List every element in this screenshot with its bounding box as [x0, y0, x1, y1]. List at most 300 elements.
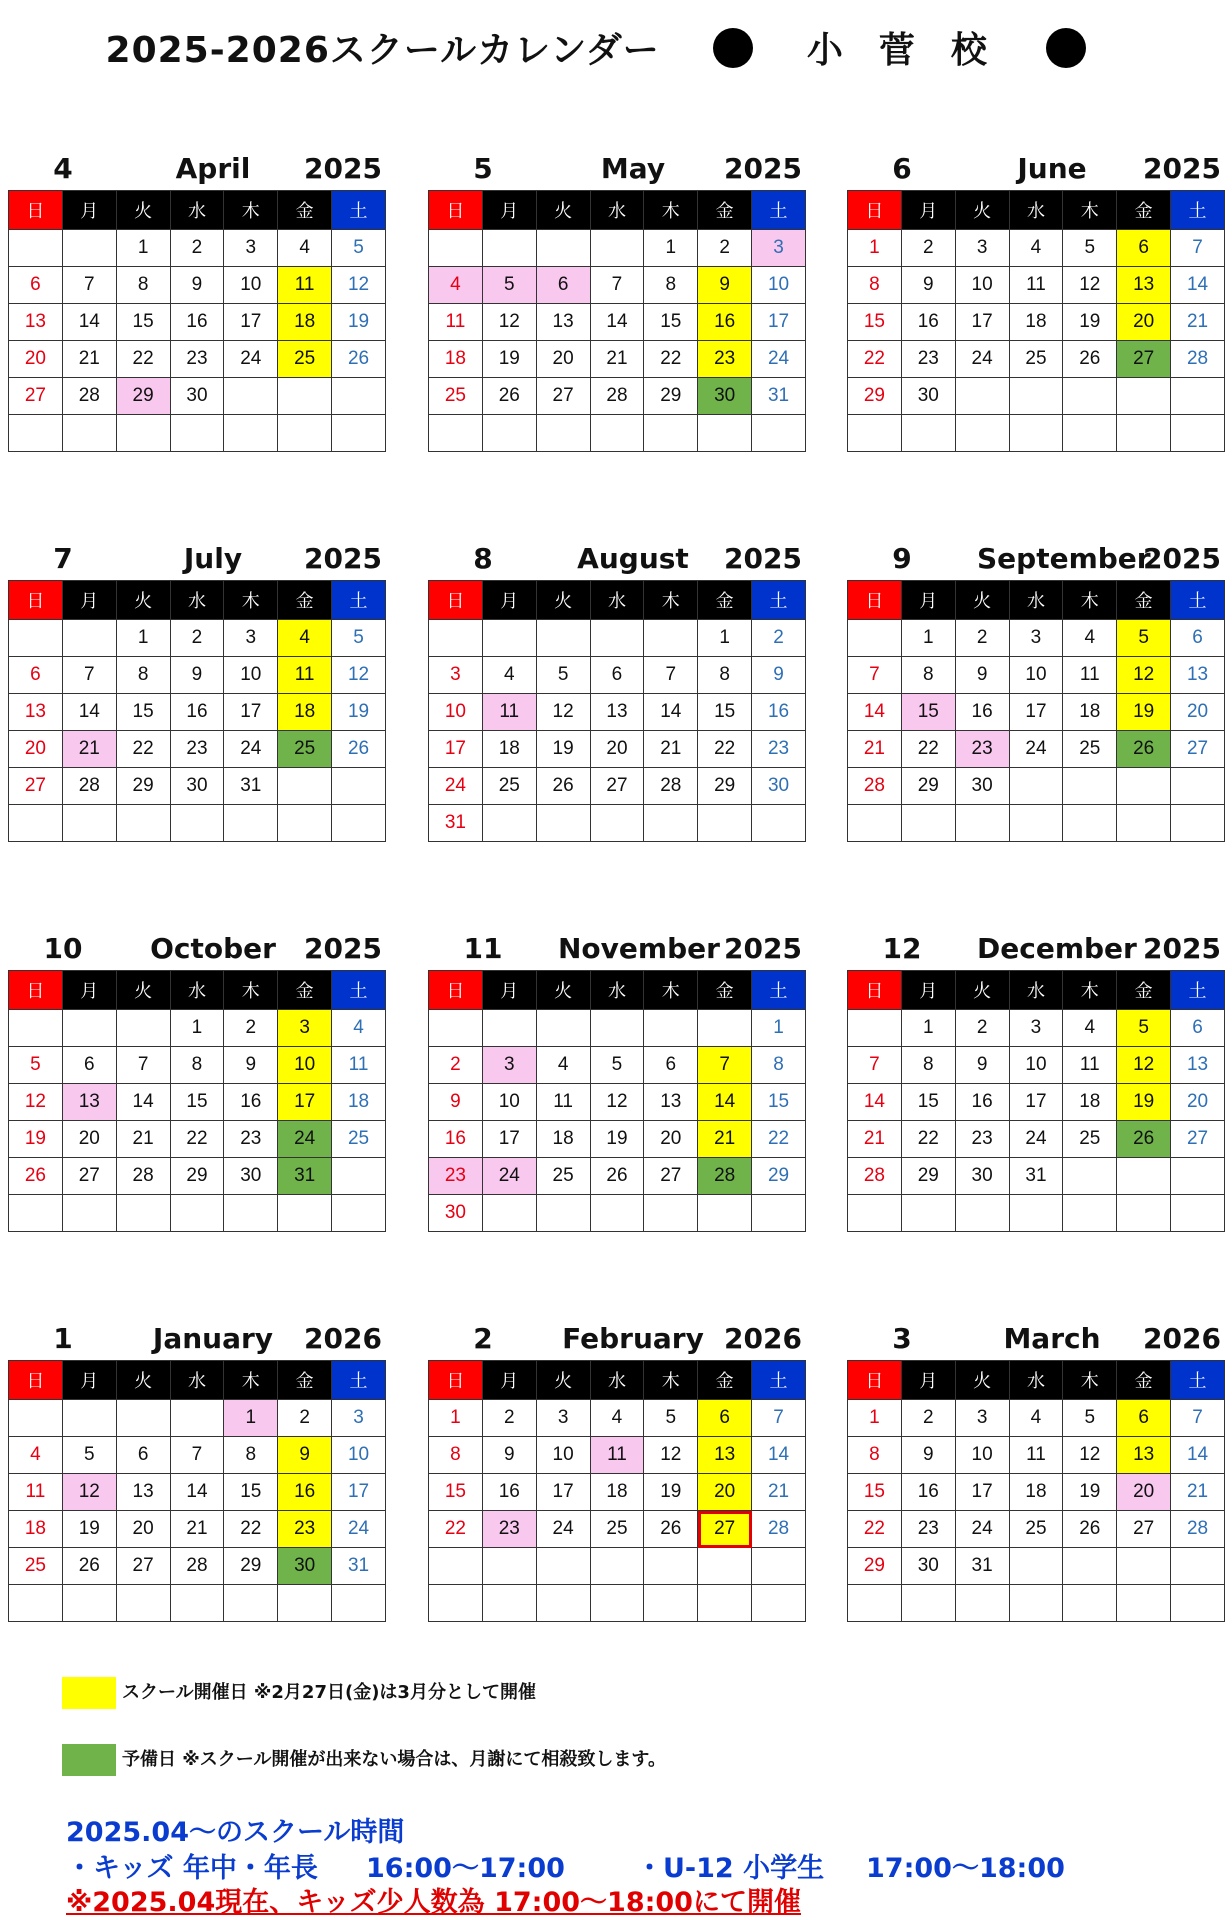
week-row: [9, 1158, 386, 1195]
day-cell: 16: [955, 1084, 1009, 1121]
weekday-label: 木: [644, 191, 698, 230]
empty-cell: [9, 1400, 63, 1437]
day-cell: 5: [1063, 230, 1117, 267]
weekday-header-row: [9, 191, 386, 230]
day-cell: 16: [170, 304, 224, 341]
empty-cell: [9, 230, 63, 267]
day-cell: 25: [590, 1511, 644, 1548]
day-cell: 7: [1171, 1400, 1225, 1437]
day-cell: 16: [224, 1084, 278, 1121]
empty-cell: [1171, 1158, 1225, 1195]
empty-cell: [752, 415, 806, 452]
day-cell: 24: [224, 731, 278, 768]
day-cell: 14: [848, 1084, 902, 1121]
week-row: [848, 1084, 1225, 1121]
empty-cell: [224, 1585, 278, 1622]
day-cell: 7: [848, 657, 902, 694]
empty-cell: [116, 1195, 170, 1232]
week-row: [429, 304, 806, 341]
day-cell: 15: [429, 1474, 483, 1511]
day-cell: 16: [170, 694, 224, 731]
day-cell: 18: [1063, 1084, 1117, 1121]
day-cell: 16: [901, 304, 955, 341]
day-cell: 23: [955, 1121, 1009, 1158]
day-cell: 29: [170, 1158, 224, 1195]
month-calendar: [847, 540, 1227, 842]
empty-cell: [332, 1195, 386, 1232]
day-cell: 14: [62, 304, 116, 341]
empty-cell: [1117, 1548, 1171, 1585]
empty-cell: [482, 805, 536, 842]
day-cell: 24: [278, 1121, 332, 1158]
day-cell: 21: [644, 731, 698, 768]
empty-cell: [116, 805, 170, 842]
day-cell: 13: [1117, 1437, 1171, 1474]
month-number: 8: [473, 542, 493, 575]
month-header: [847, 1320, 1227, 1360]
day-cell: 22: [698, 731, 752, 768]
month-name: September: [977, 542, 1151, 575]
week-row: [848, 1158, 1225, 1195]
empty-cell: [9, 1010, 63, 1047]
day-cell: 18: [590, 1474, 644, 1511]
empty-cell: [536, 1195, 590, 1232]
day-cell: 21: [170, 1511, 224, 1548]
empty-cell: [848, 1585, 902, 1622]
day-cell: 26: [644, 1511, 698, 1548]
day-cell: 23: [224, 1121, 278, 1158]
day-cell: 3: [1009, 1010, 1063, 1047]
weekday-label: 金: [278, 971, 332, 1010]
week-row: [429, 768, 806, 805]
week-row: [9, 1437, 386, 1474]
empty-cell: [590, 230, 644, 267]
day-cell: 6: [1171, 1010, 1225, 1047]
day-cell: 20: [1117, 1474, 1171, 1511]
day-cell: 9: [482, 1437, 536, 1474]
month-name: May: [600, 152, 666, 185]
week-row: [429, 415, 806, 452]
empty-cell: [9, 805, 63, 842]
day-cell: 13: [590, 694, 644, 731]
day-cell: 4: [536, 1047, 590, 1084]
day-cell: 7: [848, 1047, 902, 1084]
day-cell: 10: [224, 657, 278, 694]
day-cell: 7: [644, 657, 698, 694]
empty-cell: [332, 768, 386, 805]
day-cell: 12: [332, 267, 386, 304]
day-cell: 5: [1117, 1010, 1171, 1047]
day-cell: 3: [955, 230, 1009, 267]
empty-cell: [278, 1585, 332, 1622]
day-cell: 18: [482, 731, 536, 768]
empty-cell: [644, 1195, 698, 1232]
weekday-header-row: [848, 971, 1225, 1010]
day-cell: 28: [848, 1158, 902, 1195]
day-cell: 11: [332, 1047, 386, 1084]
empty-cell: [224, 415, 278, 452]
u12-time: 17:00～18:00: [866, 1853, 1065, 1884]
day-cell: 12: [536, 694, 590, 731]
empty-cell: [590, 415, 644, 452]
month-year: 2025: [304, 152, 382, 185]
empty-cell: [644, 1010, 698, 1047]
day-cell: 20: [590, 731, 644, 768]
weekday-label: 火: [116, 1361, 170, 1400]
weekday-label: 月: [482, 581, 536, 620]
day-cell: 23: [429, 1158, 483, 1195]
weekday-label: 木: [644, 971, 698, 1010]
month-year: 2025: [1143, 542, 1221, 575]
kids-label: ・キッズ 年中・年長: [66, 1853, 318, 1884]
empty-cell: [1171, 768, 1225, 805]
week-row: [9, 731, 386, 768]
day-cell: 26: [9, 1158, 63, 1195]
day-cell: 18: [1009, 1474, 1063, 1511]
month-name: February: [562, 1322, 704, 1355]
day-cell: 11: [9, 1474, 63, 1511]
month-grid: [847, 190, 1225, 452]
day-cell: 10: [536, 1437, 590, 1474]
day-cell: 6: [116, 1437, 170, 1474]
week-row: [848, 1047, 1225, 1084]
day-cell: 10: [278, 1047, 332, 1084]
weekday-label: 日: [848, 971, 902, 1010]
week-row: [429, 1474, 806, 1511]
day-cell: 10: [1009, 1047, 1063, 1084]
day-cell: 15: [116, 304, 170, 341]
weekday-label: 火: [536, 581, 590, 620]
day-cell: 9: [170, 267, 224, 304]
empty-cell: [482, 1585, 536, 1622]
day-cell: 8: [901, 1047, 955, 1084]
empty-cell: [9, 1585, 63, 1622]
month-header: [8, 930, 388, 970]
day-cell: 11: [278, 267, 332, 304]
empty-cell: [224, 1195, 278, 1232]
empty-cell: [1009, 805, 1063, 842]
day-cell: 28: [848, 768, 902, 805]
day-cell: 8: [848, 1437, 902, 1474]
empty-cell: [429, 1548, 483, 1585]
day-cell: 27: [1117, 341, 1171, 378]
bullet-dot-icon: [1046, 28, 1086, 68]
weekday-label: 土: [752, 971, 806, 1010]
day-cell: 21: [1171, 304, 1225, 341]
day-cell: 24: [1009, 1121, 1063, 1158]
month-year: 2026: [304, 1322, 382, 1355]
empty-cell: [1117, 378, 1171, 415]
day-cell: 6: [9, 267, 63, 304]
week-row: [9, 415, 386, 452]
empty-cell: [1117, 1158, 1171, 1195]
day-cell: 30: [955, 768, 1009, 805]
empty-cell: [1117, 768, 1171, 805]
empty-cell: [482, 1548, 536, 1585]
weekday-label: 水: [1009, 1361, 1063, 1400]
week-row: [9, 1474, 386, 1511]
week-row: [848, 1511, 1225, 1548]
weekday-label: 木: [1063, 581, 1117, 620]
month-header: [8, 150, 388, 190]
empty-cell: [278, 768, 332, 805]
day-cell: 8: [116, 267, 170, 304]
day-cell: 1: [429, 1400, 483, 1437]
day-cell: 17: [1009, 1084, 1063, 1121]
weekday-label: 水: [1009, 581, 1063, 620]
week-row: [9, 620, 386, 657]
day-cell: 2: [429, 1047, 483, 1084]
empty-cell: [278, 805, 332, 842]
day-cell: 8: [644, 267, 698, 304]
month-grid: [8, 580, 386, 842]
weekday-header-row: [429, 191, 806, 230]
kids-time: 16:00～17:00: [366, 1853, 565, 1884]
day-cell: 13: [9, 694, 63, 731]
day-cell: 25: [429, 378, 483, 415]
day-cell: 4: [278, 230, 332, 267]
month-grid: [428, 970, 806, 1232]
legend-green-swatch: [62, 1744, 116, 1776]
day-cell: 26: [536, 768, 590, 805]
weekday-label: 日: [9, 1361, 63, 1400]
day-cell: 28: [62, 378, 116, 415]
month-name: March: [1003, 1322, 1101, 1355]
month-header: [8, 540, 388, 580]
day-cell: 30: [901, 1548, 955, 1585]
day-cell: 17: [955, 1474, 1009, 1511]
weekday-label: 木: [224, 1361, 278, 1400]
bullet-dot-icon: [713, 28, 753, 68]
day-cell: 4: [332, 1010, 386, 1047]
day-cell: 1: [116, 620, 170, 657]
week-row: [9, 341, 386, 378]
day-cell: 13: [62, 1084, 116, 1121]
day-cell: 29: [116, 378, 170, 415]
day-cell: 13: [1171, 1047, 1225, 1084]
week-row: [848, 1548, 1225, 1585]
day-cell: 20: [644, 1121, 698, 1158]
weekday-header-row: [848, 1361, 1225, 1400]
day-cell: 23: [752, 731, 806, 768]
day-cell: 22: [848, 1511, 902, 1548]
day-cell: 5: [482, 267, 536, 304]
empty-cell: [536, 805, 590, 842]
empty-cell: [1063, 805, 1117, 842]
day-cell: 8: [116, 657, 170, 694]
empty-cell: [9, 415, 63, 452]
day-cell: 28: [1171, 341, 1225, 378]
day-cell: 28: [170, 1548, 224, 1585]
legend-school-day: [62, 1677, 536, 1709]
day-cell: 26: [332, 731, 386, 768]
day-cell: 2: [278, 1400, 332, 1437]
weekday-label: 金: [698, 581, 752, 620]
day-cell: 20: [1171, 694, 1225, 731]
month-grid: [847, 580, 1225, 842]
day-cell: 30: [955, 1158, 1009, 1195]
empty-cell: [62, 1585, 116, 1622]
empty-cell: [955, 805, 1009, 842]
day-cell: 1: [848, 1400, 902, 1437]
day-cell: 12: [1117, 1047, 1171, 1084]
day-cell: 17: [752, 304, 806, 341]
day-cell: 23: [482, 1511, 536, 1548]
day-cell: 19: [482, 341, 536, 378]
week-row: [9, 267, 386, 304]
weekday-header-row: [9, 581, 386, 620]
day-cell: 5: [62, 1437, 116, 1474]
day-cell: 8: [901, 657, 955, 694]
day-cell: 28: [1171, 1511, 1225, 1548]
day-cell: 30: [429, 1195, 483, 1232]
day-cell: 29: [698, 768, 752, 805]
day-cell: 1: [901, 1010, 955, 1047]
empty-cell: [644, 1585, 698, 1622]
empty-cell: [62, 1400, 116, 1437]
empty-cell: [644, 1548, 698, 1585]
day-cell: 15: [170, 1084, 224, 1121]
month-calendar: [8, 930, 388, 1232]
week-row: [429, 1195, 806, 1232]
day-cell: 1: [170, 1010, 224, 1047]
day-cell: 26: [1063, 341, 1117, 378]
month-grid: [8, 970, 386, 1232]
month-calendar: [847, 930, 1227, 1232]
day-cell: 31: [332, 1548, 386, 1585]
weekday-label: 金: [278, 191, 332, 230]
day-cell: 27: [1171, 731, 1225, 768]
day-cell: 1: [698, 620, 752, 657]
day-cell: 25: [1009, 1511, 1063, 1548]
day-cell: 21: [590, 341, 644, 378]
weekday-label: 火: [536, 971, 590, 1010]
day-cell: 27: [9, 768, 63, 805]
day-cell: 10: [752, 267, 806, 304]
day-cell: 4: [9, 1437, 63, 1474]
day-cell: 4: [1009, 1400, 1063, 1437]
day-cell: 29: [224, 1548, 278, 1585]
weekday-label: 月: [62, 1361, 116, 1400]
month-header: [847, 930, 1227, 970]
day-cell: 26: [1117, 731, 1171, 768]
empty-cell: [170, 1585, 224, 1622]
day-cell: 9: [955, 1047, 1009, 1084]
week-row: [429, 1158, 806, 1195]
month-number: 3: [892, 1322, 912, 1355]
day-cell: 18: [278, 304, 332, 341]
day-cell: 1: [644, 230, 698, 267]
weekday-label: 木: [1063, 191, 1117, 230]
day-cell: 21: [116, 1121, 170, 1158]
day-cell: 13: [644, 1084, 698, 1121]
day-cell: 28: [590, 378, 644, 415]
weekday-label: 水: [590, 1361, 644, 1400]
weekday-label: 土: [752, 1361, 806, 1400]
month-calendar: [8, 150, 388, 452]
weekday-label: 水: [170, 1361, 224, 1400]
day-cell: 8: [698, 657, 752, 694]
day-cell: 26: [62, 1548, 116, 1585]
week-row: [848, 731, 1225, 768]
month-year: 2025: [1143, 932, 1221, 965]
weekday-label: 木: [224, 581, 278, 620]
day-cell: 17: [536, 1474, 590, 1511]
day-cell: 1: [901, 620, 955, 657]
day-cell: 28: [62, 768, 116, 805]
day-cell: 11: [278, 657, 332, 694]
week-row: [848, 1121, 1225, 1158]
day-cell: 28: [116, 1158, 170, 1195]
legend-reserve-day: [62, 1744, 666, 1776]
week-row: [9, 1400, 386, 1437]
day-cell: 25: [332, 1121, 386, 1158]
week-row: [848, 620, 1225, 657]
week-row: [9, 1195, 386, 1232]
empty-cell: [429, 1585, 483, 1622]
day-cell: 24: [1009, 731, 1063, 768]
day-cell: 24: [536, 1511, 590, 1548]
month-year: 2025: [304, 932, 382, 965]
month-calendar: [847, 1320, 1227, 1622]
empty-cell: [644, 805, 698, 842]
week-row: [848, 1195, 1225, 1232]
empty-cell: [170, 1195, 224, 1232]
empty-cell: [1009, 1548, 1063, 1585]
weekday-label: 月: [62, 191, 116, 230]
weekday-label: 水: [590, 191, 644, 230]
day-cell: 4: [1063, 620, 1117, 657]
day-cell: 7: [62, 267, 116, 304]
day-cell: 16: [429, 1121, 483, 1158]
day-cell: 26: [482, 378, 536, 415]
day-cell: 27: [1117, 1511, 1171, 1548]
day-cell: 3: [332, 1400, 386, 1437]
month-number: 11: [463, 932, 503, 965]
day-cell: 11: [482, 694, 536, 731]
week-row: [848, 1437, 1225, 1474]
empty-cell: [1117, 415, 1171, 452]
u12-label: ・U-12 小学生: [636, 1853, 825, 1884]
empty-cell: [536, 1585, 590, 1622]
empty-cell: [224, 805, 278, 842]
day-cell: 22: [170, 1121, 224, 1158]
day-cell: 29: [116, 768, 170, 805]
day-cell: 11: [1063, 657, 1117, 694]
day-cell: 25: [278, 341, 332, 378]
day-cell: 27: [62, 1158, 116, 1195]
weekday-label: 土: [332, 971, 386, 1010]
empty-cell: [170, 805, 224, 842]
month-calendar: [428, 930, 808, 1232]
day-cell: 5: [332, 230, 386, 267]
weekday-label: 日: [429, 971, 483, 1010]
day-cell: 6: [1117, 230, 1171, 267]
week-row: [848, 378, 1225, 415]
weekday-label: 金: [698, 1361, 752, 1400]
week-row: [429, 1548, 806, 1585]
empty-cell: [698, 1010, 752, 1047]
day-cell: 24: [955, 341, 1009, 378]
day-cell: 2: [224, 1010, 278, 1047]
month-grid: [8, 1360, 386, 1622]
empty-cell: [332, 415, 386, 452]
day-cell: 10: [332, 1437, 386, 1474]
empty-cell: [170, 1400, 224, 1437]
day-cell: 30: [170, 378, 224, 415]
empty-cell: [752, 1195, 806, 1232]
weekday-label: 月: [482, 1361, 536, 1400]
